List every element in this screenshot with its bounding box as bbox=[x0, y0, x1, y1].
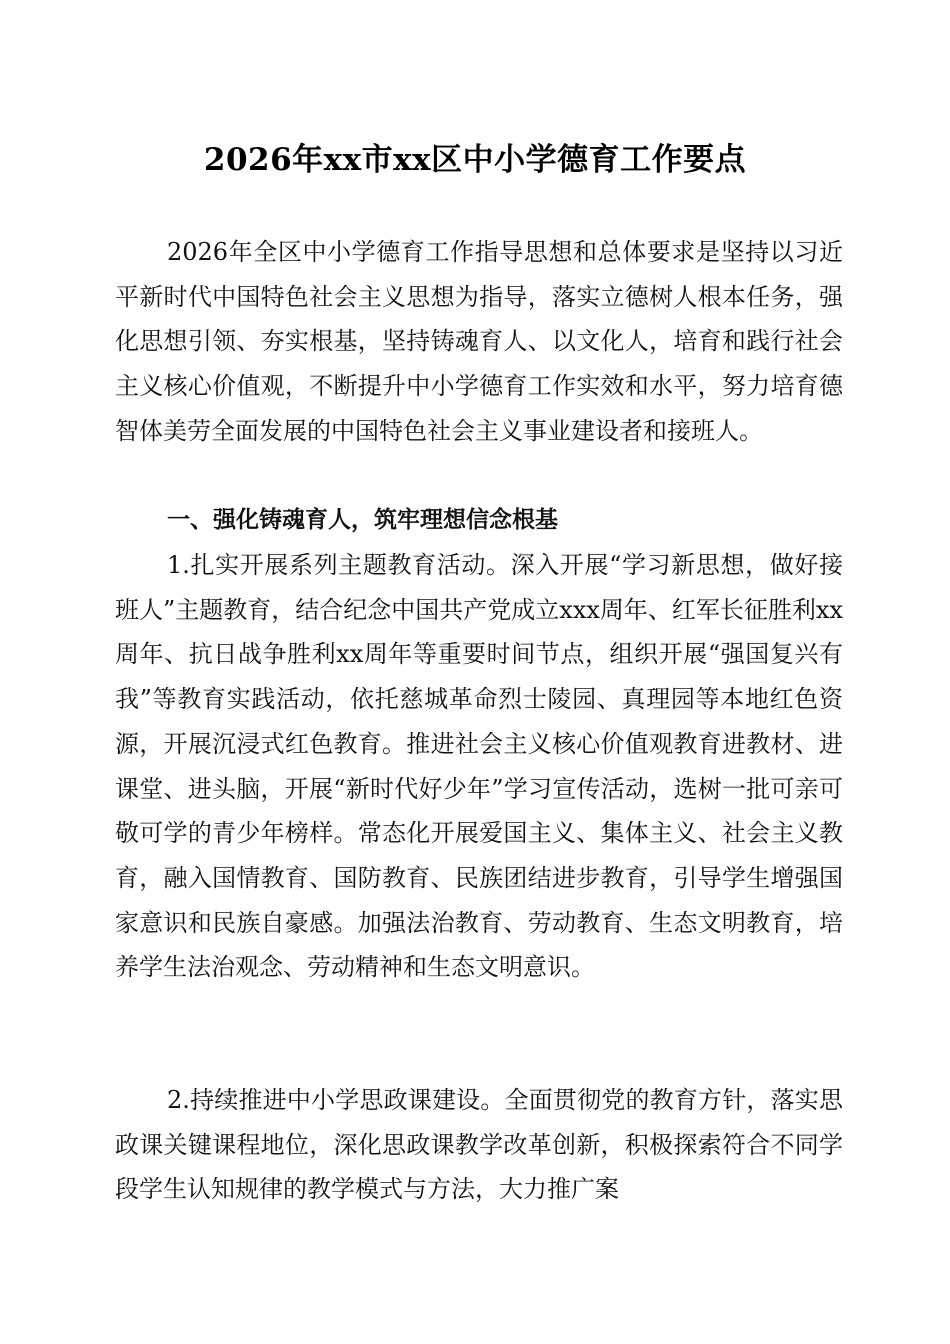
item-2-paragraph: 2.持续推进中小学思政课建设。全面贯彻党的教育方针，落实思政课关键课程地位，深化思政课教学改革创新，积极探索符合不同学段学生认知规律的教学模式与方法，大力推广案 bbox=[115, 1086, 843, 1204]
section-1-block bbox=[115, 498, 843, 543]
intro-paragraph: 2026年全区中小学德育工作指导思想和总体要求是坚持以习近平新时代中国特色社会主义思想为指导，落实立德树人根本任务，强化思想引领、夯实根基，坚持铸魂育人、以文化人，培育和践行社会主义核心价值观，不断提升中小学德育工作实效和水平，努力培育德智体美劳全面发展的中国特色社会主义事业建设者和接班人。 bbox=[115, 238, 843, 445]
item-2-block bbox=[115, 1078, 843, 1212]
document-title: 2026年xx市xx区中小学德育工作要点 bbox=[203, 142, 747, 178]
item-1-paragraph: 1.扎实开展系列主题教育活动。深入开展“学习新思想，做好接班人”主题教育，结合纪念中国共产党成立xxx周年、红军长征胜利xx周年、抗日战争胜利xx周年等重要时间节点，组织开展“强国复兴有我”等教育实践活动，依托慈城革命烈士陵园、真理园等本地红色资源，开展沉浸式红色教育。推进社会主义核心价值观教育进教材、进课堂、进头脑，开展“新时代好少年”学习宣传活动，选树一批可亲可敬可学的青少年榜样。常态化开展爱国主义、集体主义、社会主义教育，融入国情教育、国防教育、民族团结进步教育，引导学生增强国家意识和民族自豪感。加强法治教育、劳动教育、生态文明教育，培养学生法治观念、劳动精神和生态文明意识。 bbox=[115, 551, 843, 982]
section-1-heading: 一、强化铸魂育人，筑牢理想信念根基 bbox=[167, 507, 558, 533]
item-1-block bbox=[115, 543, 843, 990]
intro-block bbox=[115, 230, 843, 454]
